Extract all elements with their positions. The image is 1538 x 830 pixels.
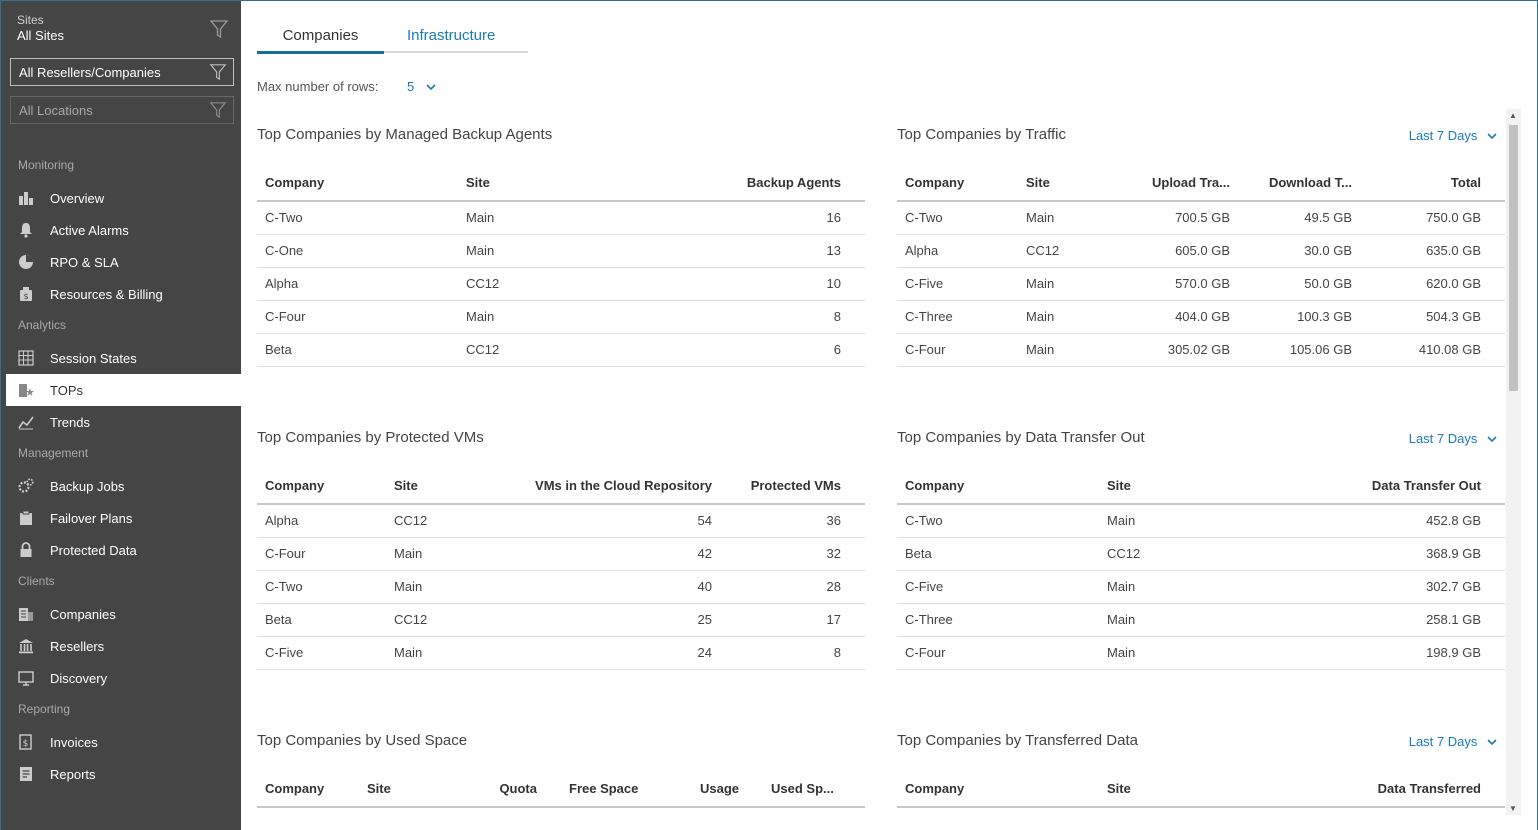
- table-cell: 40: [506, 570, 720, 603]
- invoice-icon: [18, 734, 34, 750]
- scrollbar-thumb[interactable]: [1509, 125, 1518, 391]
- table-row[interactable]: [257, 201, 865, 234]
- panel-title: Top Companies by Protected VMs: [257, 429, 484, 446]
- column-header[interactable]: Company: [257, 164, 458, 201]
- table-cell: Beta: [257, 333, 458, 366]
- sidebar-item-tops[interactable]: [6, 374, 242, 406]
- table-cell: 10: [638, 267, 865, 300]
- table-cell: 302.7 GB: [1279, 570, 1505, 603]
- table-cell: 570.0 GB: [1118, 267, 1238, 300]
- column-header[interactable]: Company: [257, 467, 386, 504]
- sidebar-item-protected-data[interactable]: [6, 534, 242, 566]
- table-cell: 49.5 GB: [1238, 201, 1360, 234]
- table-cell: 100.3 GB: [1238, 300, 1360, 333]
- traffic-table: [897, 164, 1505, 367]
- column-header[interactable]: Data Transfer Out: [1279, 467, 1505, 504]
- table-cell: Main: [1018, 267, 1118, 300]
- tab-bar: [257, 27, 528, 53]
- column-header[interactable]: Backup Agents: [638, 164, 865, 201]
- column-header[interactable]: Company: [897, 164, 1018, 201]
- table-cell: 368.9 GB: [1279, 537, 1505, 570]
- column-header[interactable]: Company: [897, 467, 1099, 504]
- table-cell: C-Four: [897, 333, 1018, 366]
- table-cell: 30.0 GB: [1238, 234, 1360, 267]
- column-header[interactable]: VMs in the Cloud Repository: [506, 467, 720, 504]
- sidebar-item-active-alarms[interactable]: [6, 214, 242, 246]
- column-header[interactable]: Site: [1099, 467, 1279, 504]
- period-dropdown[interactable]: [1409, 734, 1497, 749]
- sidebar: [0, 0, 241, 830]
- table-cell: 700.5 GB: [1118, 201, 1238, 234]
- locations-filter[interactable]: [10, 96, 234, 124]
- table-cell: Main: [386, 570, 506, 603]
- column-header[interactable]: Total: [1360, 164, 1505, 201]
- table-cell: 17: [720, 603, 865, 636]
- table-cell: Alpha: [257, 504, 386, 537]
- sites-label: Sites: [17, 13, 44, 27]
- sidebar-item-companies[interactable]: [6, 598, 242, 630]
- table-cell: Main: [458, 201, 638, 234]
- gears-icon: [18, 478, 34, 494]
- table-cell: Main: [1099, 504, 1279, 537]
- table-row[interactable]: [257, 234, 865, 267]
- table-cell: 605.0 GB: [1118, 234, 1238, 267]
- sidebar-item-invoices[interactable]: [6, 726, 242, 758]
- column-header[interactable]: Company: [257, 770, 359, 807]
- column-header[interactable]: Site: [1018, 164, 1118, 201]
- panel-title: Top Companies by Transferred Data: [897, 732, 1138, 749]
- table-cell: Main: [1018, 300, 1118, 333]
- period-value: Last 7 Days: [1408, 431, 1478, 446]
- sidebar-item-label: Failover Plans: [50, 510, 133, 526]
- table-row[interactable]: [257, 570, 865, 603]
- trend-chart-icon: [18, 414, 34, 430]
- table-cell: 25: [506, 603, 720, 636]
- table-cell: Main: [1099, 570, 1279, 603]
- section-clients: Clients: [18, 574, 55, 588]
- table-cell: 6: [638, 333, 865, 366]
- vertical-scrollbar[interactable]: [1506, 109, 1521, 815]
- chevron-down-icon: [1481, 128, 1497, 143]
- sidebar-item-resellers[interactable]: [6, 630, 242, 662]
- sidebar-item-label: Discovery: [50, 670, 108, 686]
- svg-text:$: $: [23, 292, 29, 301]
- table-row[interactable]: [257, 537, 865, 570]
- column-header[interactable]: Site: [1099, 770, 1279, 807]
- monitor-icon: [18, 670, 34, 686]
- svg-text:$: $: [22, 739, 29, 749]
- table-cell: Main: [1099, 603, 1279, 636]
- sidebar-item-label: Resources & Billing: [50, 286, 163, 302]
- office-building-icon: [18, 606, 34, 622]
- sidebar-item-discovery[interactable]: [6, 662, 242, 694]
- table-row[interactable]: [897, 201, 1505, 234]
- sidebar-item-failover-plans[interactable]: [6, 502, 242, 534]
- panel-title: Top Companies by Used Space: [257, 732, 468, 749]
- period-value: Last 7 Days: [1408, 734, 1478, 749]
- sidebar-item-backup-jobs[interactable]: [6, 470, 242, 502]
- sidebar-item-label: Resellers: [50, 638, 105, 654]
- column-header[interactable]: Quota: [459, 770, 545, 807]
- sidebar-item-rpo-sla[interactable]: [6, 246, 242, 278]
- table-row[interactable]: [897, 333, 1505, 366]
- sidebar-item-label: Active Alarms: [50, 222, 129, 238]
- table-cell: C-Three: [897, 300, 1018, 333]
- period-value: Last 7 Days: [1408, 128, 1478, 143]
- panel-title: Top Companies by Managed Backup Agents: [257, 126, 553, 143]
- sidebar-item-label: Trends: [50, 414, 90, 430]
- bank-icon: [18, 638, 34, 654]
- table-cell: 13: [638, 234, 865, 267]
- table-cell: CC12: [458, 333, 638, 366]
- table-cell: Main: [1018, 333, 1118, 366]
- filter-icon[interactable]: [209, 19, 229, 42]
- period-dropdown[interactable]: [1409, 128, 1497, 143]
- sidebar-item-session-states[interactable]: [6, 342, 242, 374]
- table-row[interactable]: [897, 537, 1505, 570]
- table-cell: 452.8 GB: [1279, 504, 1505, 537]
- column-header[interactable]: Site: [386, 467, 506, 504]
- sidebar-item-overview[interactable]: [6, 182, 242, 214]
- scroll-up-arrow-icon[interactable]: ▲: [1509, 111, 1517, 120]
- locations-filter-value: All Locations: [19, 103, 93, 118]
- column-header[interactable]: Site: [359, 770, 459, 807]
- clipboard-icon: [18, 510, 34, 526]
- sidebar-item-label: TOPs: [50, 382, 83, 398]
- table-cell: Main: [386, 537, 506, 570]
- period-dropdown[interactable]: [1409, 431, 1497, 446]
- resellers-filter-value: All Resellers/Companies: [19, 65, 161, 80]
- used-space-table: [257, 770, 865, 808]
- sidebar-item-trends[interactable]: [6, 406, 242, 438]
- table-row[interactable]: [257, 504, 865, 537]
- table-cell: 8: [720, 636, 865, 669]
- resellers-filter[interactable]: [10, 58, 234, 86]
- tab-infrastructure[interactable]: Infrastructure: [407, 27, 496, 44]
- column-header[interactable]: Download T...: [1238, 164, 1360, 201]
- scroll-down-arrow-icon[interactable]: ▼: [1509, 804, 1517, 813]
- table-cell: 50.0 GB: [1238, 267, 1360, 300]
- table-cell: C-Two: [897, 504, 1099, 537]
- table-cell: CC12: [386, 504, 506, 537]
- column-header[interactable]: Upload Tra...: [1118, 164, 1238, 201]
- table-cell: 635.0 GB: [1360, 234, 1505, 267]
- data-transfer-out-table: [897, 467, 1505, 670]
- table-cell: CC12: [1018, 234, 1118, 267]
- table-cell: 8: [638, 300, 865, 333]
- table-cell: C-Four: [257, 537, 386, 570]
- table-cell: 105.06 GB: [1238, 333, 1360, 366]
- table-cell: C-Five: [897, 267, 1018, 300]
- table-cell: C-One: [257, 234, 458, 267]
- column-header[interactable]: Usage: [655, 770, 755, 807]
- table-row[interactable]: [897, 267, 1505, 300]
- lock-icon: [18, 542, 34, 558]
- buildings-icon: [18, 190, 34, 206]
- grid-icon: [18, 350, 34, 366]
- sites-selector[interactable]: [17, 13, 64, 43]
- table-row[interactable]: [897, 570, 1505, 603]
- table-cell: 36: [720, 504, 865, 537]
- section-analytics: Analytics: [18, 318, 67, 332]
- building-star-icon: [18, 382, 34, 398]
- table-cell: Main: [458, 300, 638, 333]
- panel-title: Top Companies by Traffic: [897, 126, 1066, 143]
- table-cell: 504.3 GB: [1360, 300, 1505, 333]
- table-cell: Beta: [897, 537, 1099, 570]
- filter-icon[interactable]: [209, 101, 227, 122]
- table-cell: 198.9 GB: [1279, 636, 1505, 669]
- table-cell: Main: [1018, 201, 1118, 234]
- backup-agents-table: [257, 164, 865, 367]
- table-cell: 42: [506, 537, 720, 570]
- table-row[interactable]: [897, 234, 1505, 267]
- transferred-data-table: [897, 770, 1505, 808]
- sidebar-item-label: Companies: [50, 606, 116, 622]
- table-cell: 305.02 GB: [1118, 333, 1238, 366]
- table-row[interactable]: [257, 636, 865, 669]
- table-cell: C-Two: [257, 201, 458, 234]
- column-header[interactable]: Used Sp...: [755, 770, 865, 807]
- table-row[interactable]: [257, 267, 865, 300]
- pie-chart-icon: [18, 254, 34, 270]
- bell-icon: [18, 222, 34, 238]
- sidebar-item-resources-billing[interactable]: [6, 278, 242, 310]
- max-rows-control: [257, 79, 415, 94]
- sidebar-item-label: Overview: [50, 190, 105, 206]
- table-cell: C-Two: [257, 570, 386, 603]
- filter-icon[interactable]: [209, 63, 227, 84]
- main-content: [241, 0, 1538, 830]
- table-cell: 750.0 GB: [1360, 201, 1505, 234]
- sidebar-item-label: Protected Data: [50, 542, 137, 558]
- max-rows-value: 5: [407, 79, 415, 94]
- table-row[interactable]: [257, 300, 865, 333]
- table-row[interactable]: [897, 603, 1505, 636]
- table-cell: 54: [506, 504, 720, 537]
- table-cell: Alpha: [257, 267, 458, 300]
- column-header[interactable]: Data Transferred: [1279, 770, 1505, 807]
- column-header[interactable]: Company: [897, 770, 1099, 807]
- table-cell: Beta: [257, 603, 386, 636]
- table-cell: CC12: [386, 603, 506, 636]
- table-cell: Alpha: [897, 234, 1018, 267]
- table-cell: Main: [386, 636, 506, 669]
- table-cell: C-Five: [897, 570, 1099, 603]
- money-bag-icon: [18, 286, 34, 302]
- table-cell: C-Five: [257, 636, 386, 669]
- table-cell: 24: [506, 636, 720, 669]
- table-cell: C-Four: [257, 300, 458, 333]
- table-cell: CC12: [1099, 537, 1279, 570]
- sidebar-item-label: Session States: [50, 350, 137, 366]
- section-management: Management: [18, 446, 89, 460]
- section-monitoring: Monitoring: [18, 158, 75, 172]
- table-row[interactable]: [897, 636, 1505, 669]
- max-rows-label: Max number of rows:: [257, 79, 379, 94]
- chevron-down-icon: [1481, 431, 1497, 446]
- sidebar-item-reports[interactable]: [6, 758, 242, 790]
- table-row[interactable]: [897, 504, 1505, 537]
- table-cell: C-Three: [897, 603, 1099, 636]
- table-cell: C-Four: [897, 636, 1099, 669]
- table-cell: 28: [720, 570, 865, 603]
- sidebar-item-label: RPO & SLA: [50, 254, 119, 270]
- table-row[interactable]: [257, 333, 865, 366]
- table-cell: 404.0 GB: [1118, 300, 1238, 333]
- sidebar-item-label: Reports: [50, 766, 96, 782]
- table-row[interactable]: [257, 603, 865, 636]
- report-icon: [18, 766, 34, 782]
- panel-title: Top Companies by Data Transfer Out: [897, 429, 1145, 446]
- table-cell: 410.08 GB: [1360, 333, 1505, 366]
- column-header[interactable]: Free Space: [545, 770, 655, 807]
- table-cell: 258.1 GB: [1279, 603, 1505, 636]
- tab-companies[interactable]: Companies: [257, 27, 384, 54]
- table-cell: 16: [638, 201, 865, 234]
- chevron-down-icon: [418, 79, 436, 94]
- max-rows-dropdown[interactable]: [407, 79, 436, 94]
- table-cell: CC12: [458, 267, 638, 300]
- table-cell: Main: [1099, 636, 1279, 669]
- column-header[interactable]: Protected VMs: [720, 467, 865, 504]
- sidebar-item-label: Backup Jobs: [50, 478, 125, 494]
- table-cell: 620.0 GB: [1360, 267, 1505, 300]
- chevron-down-icon: [1481, 734, 1497, 749]
- protected-vms-table: [257, 467, 865, 670]
- sites-value: All Sites: [17, 28, 64, 43]
- sidebar-item-label: Invoices: [50, 734, 98, 750]
- table-cell: Main: [458, 234, 638, 267]
- column-header[interactable]: Site: [458, 164, 638, 201]
- table-row[interactable]: [897, 300, 1505, 333]
- section-reporting: Reporting: [18, 702, 71, 716]
- table-cell: C-Two: [897, 201, 1018, 234]
- table-cell: 32: [720, 537, 865, 570]
